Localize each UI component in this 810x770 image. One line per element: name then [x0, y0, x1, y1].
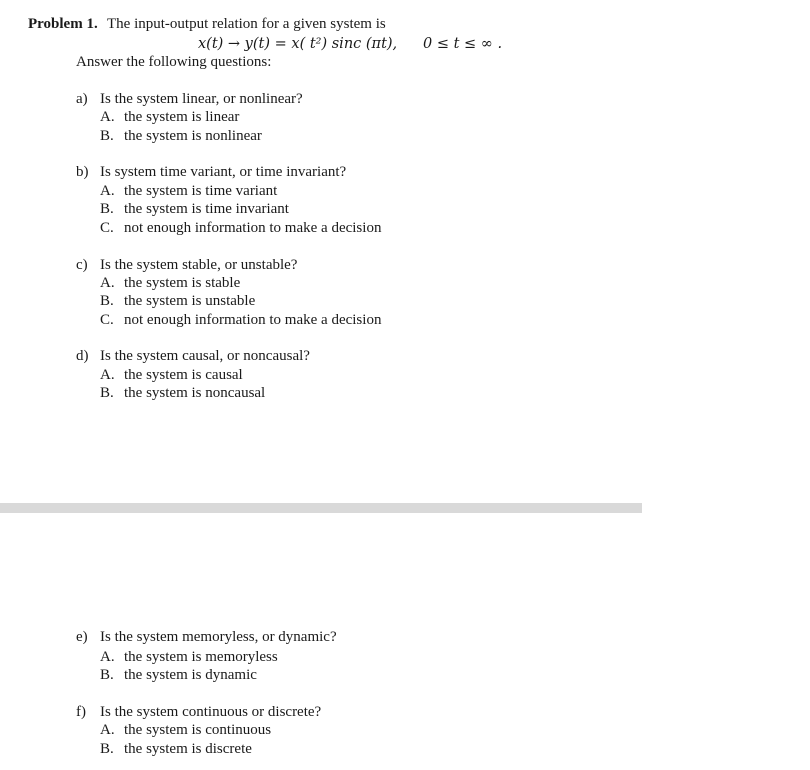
option-text: not enough information to make a decision — [124, 220, 382, 236]
option-letter: B. — [100, 667, 114, 683]
option-letter: A. — [100, 367, 115, 383]
option-text: the system is noncausal — [124, 385, 266, 401]
option-letter: A. — [100, 275, 115, 291]
option-text: the system is stable — [124, 275, 241, 291]
time-range: 0 ≤ t ≤ ∞ . — [423, 36, 503, 52]
option-letter: B. — [100, 201, 114, 217]
option-letter: A. — [100, 183, 115, 199]
option-letter: B. — [100, 741, 114, 757]
question-text: Is the system memoryless, or dynamic? — [100, 629, 337, 645]
option-text: the system is unstable — [124, 293, 256, 309]
question-label: e) — [76, 629, 88, 645]
problem-label: Problem 1. — [28, 16, 98, 32]
io-equation: x(t) → y(t) = x( t²) sinc (πt), — [198, 36, 398, 52]
option-letter: B. — [100, 128, 114, 144]
option-letter: A. — [100, 109, 115, 125]
question-label: b) — [76, 164, 89, 180]
page-break-divider — [0, 503, 642, 513]
question-text: Is the system causal, or noncausal? — [100, 348, 310, 364]
option-text: the system is continuous — [124, 722, 272, 738]
question-text: Is system time variant, or time invariant? — [100, 164, 347, 180]
option-text: the system is memoryless — [124, 649, 278, 665]
question-text: Is the system continuous or discrete? — [100, 704, 322, 720]
option-letter: B. — [100, 293, 114, 309]
option-letter: A. — [100, 649, 115, 665]
problem-intro: The input-output relation for a given system is — [107, 16, 386, 32]
option-text: the system is time variant — [124, 183, 278, 199]
question-label: c) — [76, 257, 88, 273]
option-text: not enough information to make a decision — [124, 312, 382, 328]
option-letter: C. — [100, 220, 114, 236]
option-text: the system is causal — [124, 367, 243, 383]
option-text: the system is dynamic — [124, 667, 257, 683]
option-text: the system is linear — [124, 109, 240, 125]
question-text: Is the system stable, or unstable? — [100, 257, 298, 273]
option-text: the system is nonlinear — [124, 128, 262, 144]
option-text: the system is time invariant — [124, 201, 289, 217]
instruction-text: Answer the following questions: — [76, 54, 272, 70]
question-label: f) — [76, 704, 86, 720]
option-letter: B. — [100, 385, 114, 401]
question-label: a) — [76, 91, 88, 107]
option-text: the system is discrete — [124, 741, 252, 757]
question-label: d) — [76, 348, 89, 364]
option-letter: C. — [100, 312, 114, 328]
option-letter: A. — [100, 722, 115, 738]
question-text: Is the system linear, or nonlinear? — [100, 91, 303, 107]
